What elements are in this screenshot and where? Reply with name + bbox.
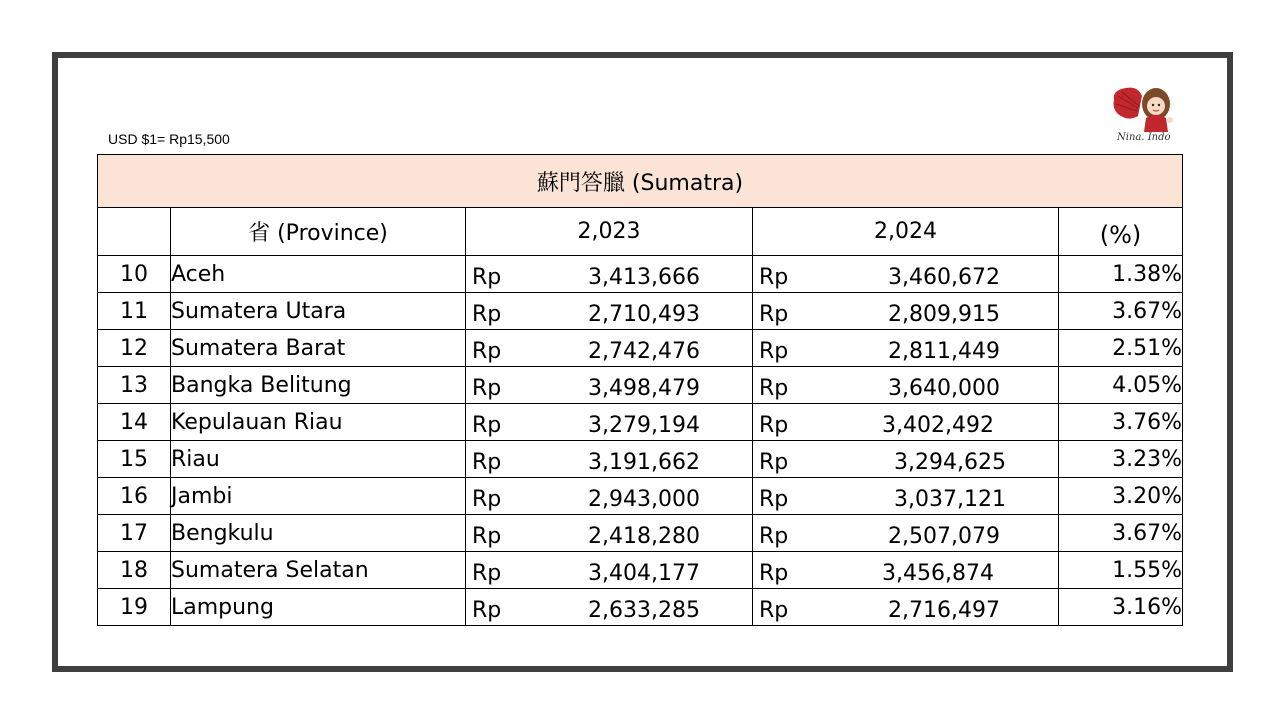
wage-2023	[466, 404, 753, 441]
row-number: 16	[98, 478, 171, 515]
province-name: Bengkulu	[171, 515, 466, 552]
province-name: Riau	[171, 441, 466, 478]
table-header-row	[98, 208, 1183, 256]
wage-2023-amount: 3,279,194	[588, 413, 700, 438]
wage-2024	[753, 293, 1059, 330]
change-percent: 1.38%	[1059, 256, 1183, 293]
currency-label: Rp	[759, 598, 789, 623]
wage-2024-amount: 3,294,625	[894, 450, 1006, 475]
change-percent: 3.23%	[1059, 441, 1183, 478]
wage-2024	[753, 441, 1059, 478]
wage-2024-amount: 2,507,079	[888, 524, 1000, 549]
wage-2023-amount: 3,191,662	[588, 450, 700, 475]
table-row	[98, 293, 1183, 330]
header-province: 省 (Province)	[171, 208, 466, 256]
wage-2024-amount: 2,811,449	[888, 339, 1000, 364]
currency-label: Rp	[759, 561, 789, 586]
change-percent: 3.20%	[1059, 478, 1183, 515]
wage-2023	[466, 441, 753, 478]
province-name: Jambi	[171, 478, 466, 515]
wage-2023-amount: 2,742,476	[588, 339, 700, 364]
currency-label: Rp	[472, 524, 502, 549]
wage-2023	[466, 589, 753, 626]
currency-label: Rp	[472, 302, 502, 327]
row-number: 15	[98, 441, 171, 478]
table-row	[98, 404, 1183, 441]
wage-2023-amount: 3,404,177	[588, 561, 700, 586]
change-percent: 3.16%	[1059, 589, 1183, 626]
row-number: 11	[98, 293, 171, 330]
minimum-wage-table	[97, 154, 1183, 626]
wage-2024	[753, 515, 1059, 552]
wage-2023	[466, 552, 753, 589]
wage-2023-amount: 2,710,493	[588, 302, 700, 327]
wage-2023	[466, 367, 753, 404]
wage-2024-amount: 3,402,492	[882, 413, 994, 438]
change-percent: 4.05%	[1059, 367, 1183, 404]
row-number: 17	[98, 515, 171, 552]
wage-2024-amount: 2,716,497	[888, 598, 1000, 623]
header-year-2024: 2,024	[753, 208, 1059, 256]
province-name: Sumatera Selatan	[171, 552, 466, 589]
wage-2024-amount: 3,460,672	[888, 265, 1000, 290]
currency-label: Rp	[472, 265, 502, 290]
wage-2023-amount: 2,943,000	[588, 487, 700, 512]
currency-label: Rp	[759, 524, 789, 549]
province-name: Lampung	[171, 589, 466, 626]
province-name: Sumatera Barat	[171, 330, 466, 367]
wage-2023-amount: 2,418,280	[588, 524, 700, 549]
change-percent: 2.51%	[1059, 330, 1183, 367]
row-number: 19	[98, 589, 171, 626]
province-name: Bangka Belitung	[171, 367, 466, 404]
wage-2024-amount: 3,640,000	[888, 376, 1000, 401]
wage-2024-amount: 3,037,121	[894, 487, 1006, 512]
currency-label: Rp	[472, 487, 502, 512]
table-row	[98, 515, 1183, 552]
currency-label: Rp	[759, 450, 789, 475]
currency-label: Rp	[759, 413, 789, 438]
row-number: 18	[98, 552, 171, 589]
province-name: Sumatera Utara	[171, 293, 466, 330]
wage-2024	[753, 367, 1059, 404]
logo-text: Nina. Indo	[1117, 132, 1171, 143]
table-row	[98, 589, 1183, 626]
table-title-row	[98, 155, 1183, 208]
change-percent: 1.55%	[1059, 552, 1183, 589]
wage-2023	[466, 330, 753, 367]
wage-2024-amount: 3,456,874	[882, 561, 994, 586]
currency-label: Rp	[759, 487, 789, 512]
currency-label: Rp	[472, 339, 502, 364]
wage-2023-amount: 2,633,285	[588, 598, 700, 623]
row-number: 14	[98, 404, 171, 441]
wage-2024-amount: 2,809,915	[888, 302, 1000, 327]
currency-label: Rp	[472, 376, 502, 401]
row-number: 13	[98, 367, 171, 404]
wage-2023	[466, 515, 753, 552]
wage-2023-amount: 3,498,479	[588, 376, 700, 401]
province-name: Aceh	[171, 256, 466, 293]
wage-2023	[466, 478, 753, 515]
change-percent: 3.67%	[1059, 293, 1183, 330]
table-row	[98, 256, 1183, 293]
table-row	[98, 330, 1183, 367]
wage-2023	[466, 293, 753, 330]
table-row	[98, 441, 1183, 478]
wage-2023	[466, 256, 753, 293]
header-no	[98, 208, 171, 256]
header-change: (%)	[1059, 208, 1183, 256]
currency-label: Rp	[472, 598, 502, 623]
change-percent: 3.76%	[1059, 404, 1183, 441]
currency-label: Rp	[759, 302, 789, 327]
currency-label: Rp	[472, 413, 502, 438]
currency-label: Rp	[472, 450, 502, 475]
header-year-2023: 2,023	[466, 208, 753, 256]
table-row	[98, 367, 1183, 404]
province-name: Kepulauan Riau	[171, 404, 466, 441]
currency-label: Rp	[759, 339, 789, 364]
exchange-rate-note: USD $1= Rp15,500	[108, 131, 230, 147]
table-title: 蘇門答臘 (Sumatra)	[98, 155, 1183, 208]
wage-2024	[753, 330, 1059, 367]
wage-2024	[753, 478, 1059, 515]
wage-2024	[753, 552, 1059, 589]
currency-label: Rp	[759, 265, 789, 290]
wage-2024	[753, 589, 1059, 626]
table-row	[98, 478, 1183, 515]
row-number: 12	[98, 330, 171, 367]
table-row	[98, 552, 1183, 589]
wage-2023-amount: 3,413,666	[588, 265, 700, 290]
currency-label: Rp	[472, 561, 502, 586]
wage-2024	[753, 256, 1059, 293]
currency-label: Rp	[759, 376, 789, 401]
change-percent: 3.67%	[1059, 515, 1183, 552]
wage-2024	[753, 404, 1059, 441]
row-number: 10	[98, 256, 171, 293]
